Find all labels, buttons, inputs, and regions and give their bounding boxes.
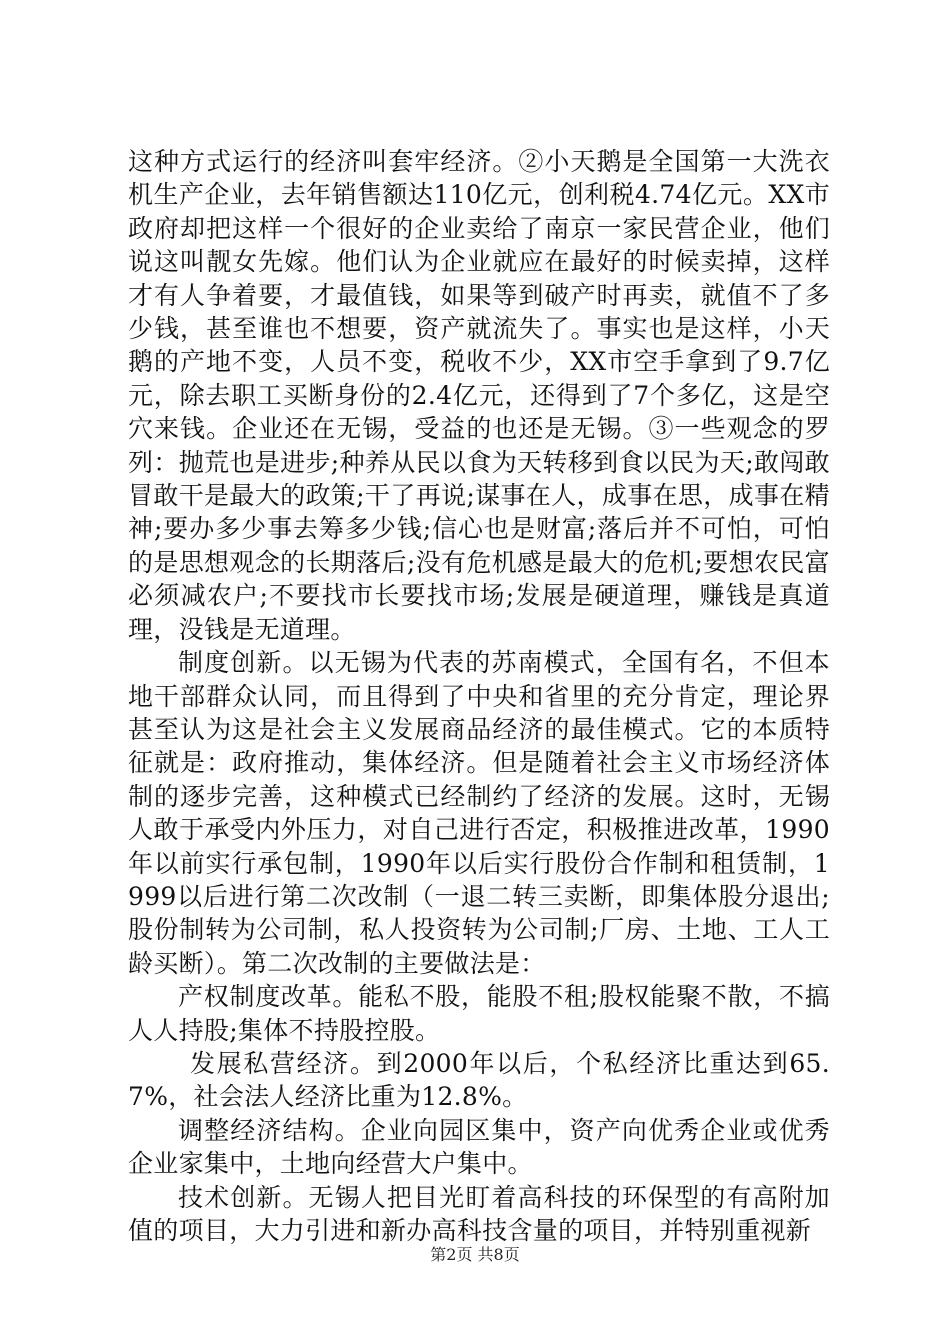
paragraph-property-reform: 产权制度改革。能私不股，能股不租;股权能聚不散，不搞人人持股;集体不持股控股。 [128, 982, 830, 1045]
paragraph-economic-structure: 调整经济结构。企业向园区集中，资产向优秀企业或优秀企业家集中，土地向经营大户集中。 [128, 1115, 830, 1179]
document-body [128, 145, 830, 1247]
paragraph-private-economy: 发展私营经济。到2000年以后，个私经济比重达到65.7%，社会法人经济比重为12.8%。 [128, 1048, 830, 1112]
page-number: 第2页 共8页 [430, 1245, 520, 1264]
paragraph-technical-innovation: 技术创新。无锡人把目光盯着高科技的环保型的有高附加值的项目，大力引进和新办高科技含量的项目，并特别重视新 [128, 1182, 830, 1245]
paragraph-institutional-innovation: 制度创新。以无锡为代表的苏南模式，全国有名，不但本地干部群众认同，而且得到了中央和省里的充分肯定，理论界甚至认为这是社会主义发展商品经济的最佳模式。它的本质特征就是：政府推动，集体经济。但是随着社会主义市场经济体制的逐步完善，这种模式已经制约了经济的发展。这时，无锡人敢于承受内外压力，对自己进行否定，积极推进改革，1990年以前实行承包制，1990年以后实行股份合作制和租赁制，1999以后进行第二次改制（一退二转三卖断，即集体股分退出;股份制转为公司制，私人投资转为公司制;厂房、土地、工人工龄买断）。第二次改制的主要做法是： [128, 648, 830, 978]
paragraph-economy-examples: 这种方式运行的经济叫套牢经济。②小天鹅是全国第一大洗衣机生产企业，去年销售额达110亿元，创利税4.74亿元。XX市政府却把这样一个很好的企业卖给了南京一家民营企业，他们说这叫靓女先嫁。他们认为企业就应在最好的时候卖掉，这样才有人争着要，才最值钱，如果等到破产时再卖，就值不了多少钱，甚至谁也不想要，资产就流失了。事实也是这样，小天鹅的产地不变，人员不变，税收不少，XX市空手拿到了9.7亿元，除去职工买断身份的2.4亿元，还得到了7个多亿，这是空穴来钱。企业还在无锡，受益的也还是无锡。③一些观念的罗列：抛荒也是进步;种养从民以食为天转移到食以民为天;敢闯敢冒敢干是最大的政策;干了再说;谋事在人，成事在思，成事在精神;要办多少事去筹多少钱;信心也是财富;落后并不可怕，可怕的是思想观念的长期落后;没有危机感是最大的危机;要想农民富必须减农户;不要找市长要找市场;发展是硬道理，赚钱是真道理，没钱是无道理。 [128, 147, 830, 644]
